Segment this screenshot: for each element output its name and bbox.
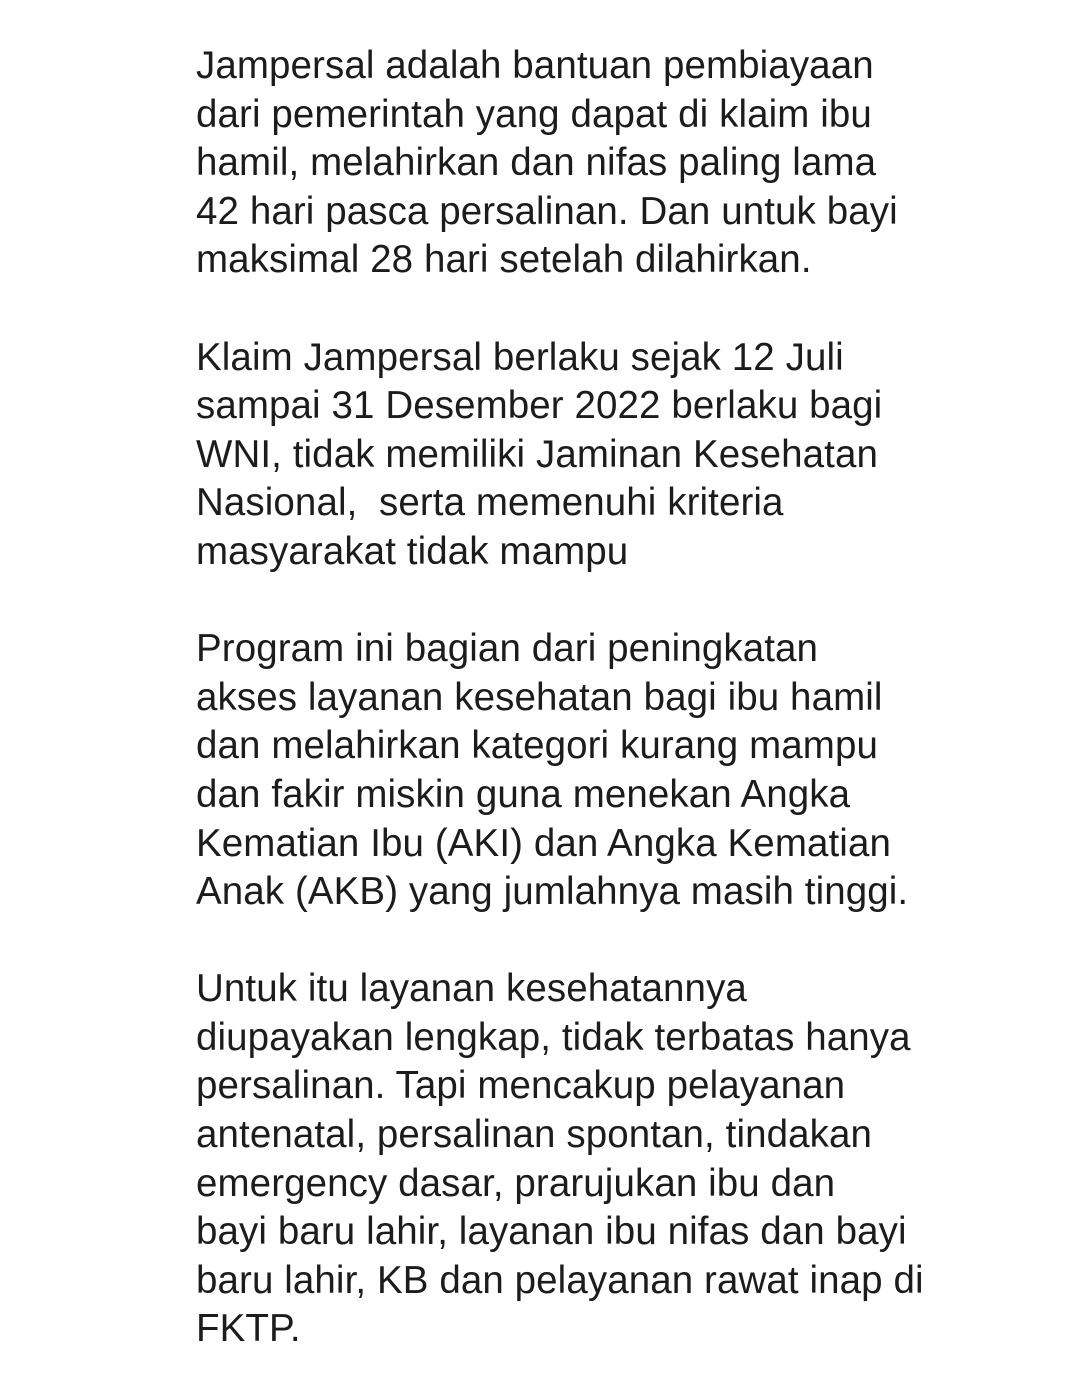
text-line: sampai 31 Desember 2022 berlaku bagi (196, 384, 883, 428)
text-line: emergency dasar, prarujukan ibu dan (196, 1161, 836, 1205)
paragraph-service-scope (196, 965, 1056, 1354)
text-line: maksimal 28 hari setelah dilahirkan. (196, 238, 812, 282)
paragraph-claim-period (196, 334, 1056, 577)
text-line: Program ini bagian dari peningkatan (196, 627, 819, 671)
text-line: Jampersal adalah bantuan pembiayaan (196, 44, 874, 87)
text-line: Nasional, serta memenuhi kriteria (196, 481, 784, 525)
text-line: FKTP. (196, 1307, 301, 1351)
article-body (196, 42, 1056, 1354)
text-line: Klaim Jampersal berlaku sejak 12 Juli (196, 335, 844, 379)
text-line: dan melahirkan kategori kurang mampu (196, 724, 878, 768)
text-line: Untuk itu layanan kesehatannya (196, 967, 747, 1011)
text-line: hamil, melahirkan dan nifas paling lama (196, 141, 877, 185)
paragraph-program-purpose (196, 625, 1056, 917)
paragraph-jampersal-definition (196, 42, 1056, 285)
text-line: Kematian Ibu (AKI) dan Angka Kematian (196, 821, 891, 865)
text-line: dan fakir miskin guna menekan Angka (196, 772, 851, 816)
text-line: antenatal, persalinan spontan, tindakan (196, 1113, 873, 1157)
text-line: masyarakat tidak mampu (196, 529, 629, 573)
text-line: diupayakan lengkap, tidak terbatas hanya (196, 1015, 911, 1059)
text-line: akses layanan kesehatan bagi ibu hamil (196, 675, 883, 719)
text-line: bayi baru lahir, layanan ibu nifas dan bayi (196, 1210, 907, 1254)
text-line: 42 hari pasca persalinan. Dan untuk bayi (196, 189, 898, 233)
text-line: WNI, tidak memiliki Jaminan Kesehatan (196, 432, 878, 476)
text-line: baru lahir, KB dan pelayanan rawat inap di (196, 1258, 924, 1302)
text-line: Anak (AKB) yang jumlahnya masih tinggi. (196, 870, 909, 914)
text-line: persalinan. Tapi mencakup pelayanan (196, 1064, 846, 1108)
text-line: dari pemerintah yang dapat di klaim ibu (196, 92, 872, 136)
